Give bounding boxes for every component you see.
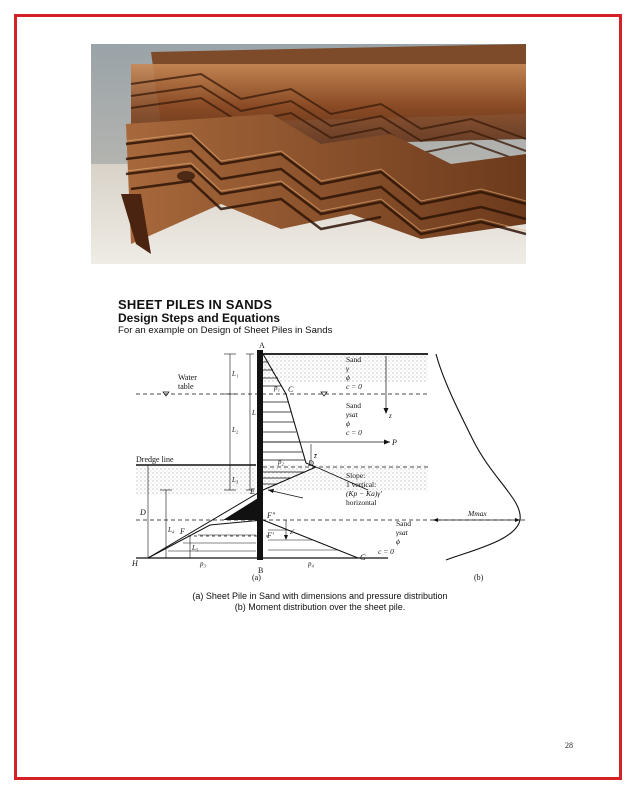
caption-line-1: (a) Sheet Pile in Sand with dimensions and pressure distribution [192, 591, 448, 601]
page-number: 28 [565, 741, 573, 750]
label-p1: p₁ [274, 384, 280, 392]
soil-top-1: Sand [346, 355, 361, 364]
slope-note-4: horizontal [346, 498, 377, 507]
label-P: P [392, 438, 397, 447]
section-subtitle: Design Steps and Equations [118, 311, 281, 325]
slope-note-3: (Kp − Ka)γ' [346, 489, 382, 498]
label-p2: p₂ [278, 458, 284, 466]
soil-top-3: ϕ [346, 373, 350, 382]
soil-mid-4: c = 0 [346, 428, 362, 437]
water-table-line1: Water [178, 373, 197, 382]
label-B: B [258, 566, 264, 575]
label-G: G [360, 553, 366, 562]
label-z-prime: z' [290, 528, 295, 536]
label-A: A [259, 341, 265, 350]
soil-top-2: γ [346, 364, 349, 373]
label-D: D [308, 459, 314, 468]
label-z-bar: z̄ [314, 452, 317, 460]
soil-bottom-1: Sand [396, 519, 411, 528]
label-C: C [288, 385, 294, 394]
label-L5: L₅ [192, 544, 199, 552]
label-p4: p₄ [308, 560, 314, 568]
label-F-prime: F' [267, 531, 274, 540]
label-z: z [389, 412, 392, 420]
soil-bottom-3: ϕ [396, 537, 400, 546]
label-F-dprime: F" [267, 511, 276, 520]
label-E: E [250, 487, 255, 496]
section-title: SHEET PILES IN SANDS [118, 297, 273, 312]
soil-mid-2: γsat [346, 410, 358, 419]
example-link[interactable]: For an example on Design of Sheet Piles in Sands [118, 325, 333, 336]
slope-note-1: Slope: [346, 471, 366, 480]
label-D-depth: D [140, 508, 146, 517]
panel-a-label: (a) [252, 573, 261, 582]
label-L: L [252, 409, 256, 417]
soil-mid-3: ϕ [346, 419, 350, 428]
figure-caption [150, 591, 490, 613]
label-p3: p₃ [200, 560, 206, 568]
section-header [118, 298, 498, 336]
water-table-line2: table [178, 382, 194, 391]
sheet-pile [257, 350, 263, 560]
label-L2: L₂ [232, 426, 239, 434]
label-L1: L₁ [232, 370, 239, 378]
moment-curve [436, 354, 520, 560]
slope-note-2: 1 vertical: [346, 480, 377, 489]
soil-top-4: c = 0 [346, 382, 362, 391]
label-L4: L₄ [168, 526, 175, 534]
sheet-pile-diagram [128, 340, 528, 588]
label-m-max: Mmax [468, 509, 487, 518]
label-L3: L₃ [232, 476, 239, 484]
label-F: F [180, 527, 185, 536]
sheet-pile-photo [91, 44, 526, 264]
caption-line-2: (b) Moment distribution over the sheet pile. [234, 602, 406, 612]
soil-mid-1: Sand [346, 401, 361, 410]
label-H: H [132, 559, 138, 568]
soil-bottom-2: γsat [396, 528, 408, 537]
soil-bottom-4: c = 0 [378, 547, 394, 556]
panel-b-label: (b) [474, 573, 484, 582]
dredge-line-label: Dredge line [136, 455, 174, 464]
